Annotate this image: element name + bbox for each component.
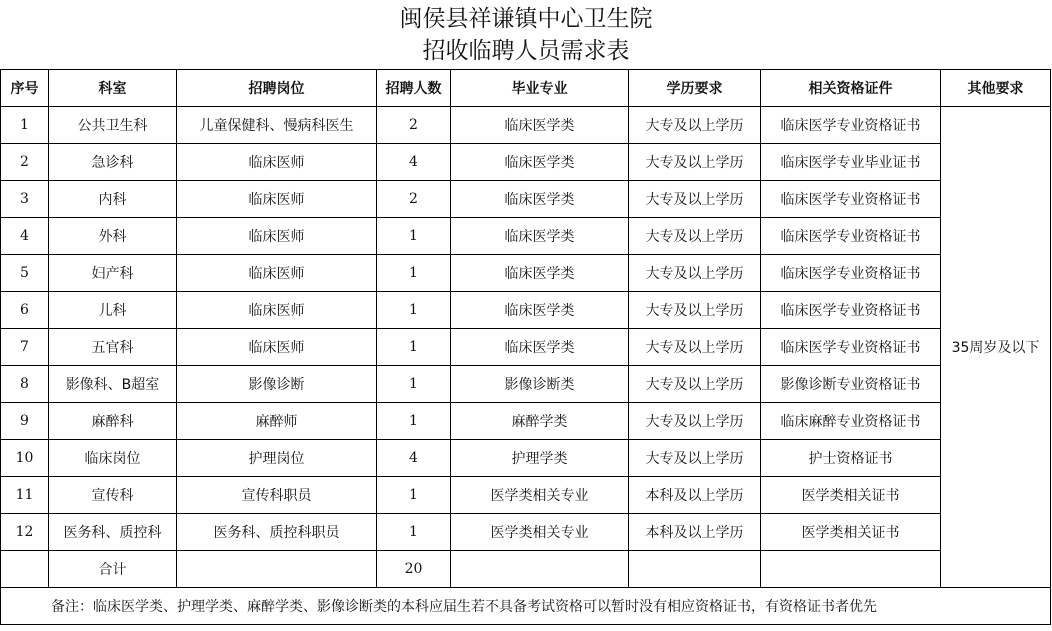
cell-major: 临床医学类 [451,329,629,366]
cell-major: 护理学类 [451,440,629,477]
cell-major: 临床医学类 [451,292,629,329]
cell-cert: 临床医学专业资格证书 [761,255,941,292]
cell-edu: 大专及以上学历 [629,107,761,144]
cell-no: 12 [1,514,49,551]
table-row [1,477,1051,514]
cell-cert: 医学类相关证书 [761,514,941,551]
cell-major: 临床医学类 [451,181,629,218]
cell-edu: 大专及以上学历 [629,255,761,292]
table-row [1,403,1051,440]
cell-major: 医学类相关专业 [451,477,629,514]
cell-cert: 临床医学专业资格证书 [761,292,941,329]
cell-cert: 影像诊断专业资格证书 [761,366,941,403]
cell-count: 2 [377,181,451,218]
table-row [1,218,1051,255]
cell-post: 儿童保健科、慢病科医生 [177,107,377,144]
cell-major: 临床医学类 [451,255,629,292]
cell-no: 8 [1,366,49,403]
cell-count: 1 [377,403,451,440]
cell-count: 1 [377,255,451,292]
cell-edu: 大专及以上学历 [629,440,761,477]
note-row [1,588,1051,625]
cell-no: 10 [1,440,49,477]
cell-post: 临床医师 [177,181,377,218]
cell-post: 医务科、质控科职员 [177,514,377,551]
cell-no: 3 [1,181,49,218]
cell-dept: 外科 [49,218,177,255]
cell-edu: 大专及以上学历 [629,218,761,255]
cell-post: 宣传科职员 [177,477,377,514]
cell-major: 临床医学类 [451,107,629,144]
title-line-2: 招收临聘人员需求表 [422,38,630,64]
cell-no: 7 [1,329,49,366]
cell-post: 临床医师 [177,292,377,329]
cell-dept: 医务科、质控科 [49,514,177,551]
cell-edu: 大专及以上学历 [629,292,761,329]
cell-dept: 宣传科 [49,477,177,514]
cell-dept: 影像科、B超室 [49,366,177,403]
cell-post: 临床医师 [177,255,377,292]
header-cell: 科室 [49,70,177,107]
cell-count: 2 [377,107,451,144]
cell-no: 2 [1,144,49,181]
cell-count: 1 [377,477,451,514]
header-cell: 招聘岗位 [177,70,377,107]
table-row [1,292,1051,329]
cell-no: 1 [1,107,49,144]
header-cell: 相关资格证件 [761,70,941,107]
cell-dept: 妇产科 [49,255,177,292]
cell-edu: 大专及以上学历 [629,329,761,366]
cell-cert: 临床医学专业毕业证书 [761,144,941,181]
cell-other-requirement: 35周岁及以下 [941,107,1051,588]
cell-edu: 本科及以上学历 [629,477,761,514]
cell-count: 4 [377,144,451,181]
cell-edu: 本科及以上学历 [629,514,761,551]
cell-post: 临床医师 [177,329,377,366]
cell-cert: 临床医学专业资格证书 [761,107,941,144]
cell-total-count: 20 [377,551,451,588]
cell-dept: 麻醉科 [49,403,177,440]
cell-total-label: 合计 [49,551,177,588]
cell-major: 临床医学类 [451,218,629,255]
cell-total-post [177,551,377,588]
cell-edu: 大专及以上学历 [629,403,761,440]
cell-no: 9 [1,403,49,440]
cell-post: 影像诊断 [177,366,377,403]
cell-edu: 大专及以上学历 [629,181,761,218]
header-cell: 毕业专业 [451,70,629,107]
cell-count: 1 [377,329,451,366]
document-title [0,0,1052,68]
cell-dept: 公共卫生科 [49,107,177,144]
title-line-1: 闽侯县祥谦镇中心卫生院 [399,6,653,32]
cell-cert: 护士资格证书 [761,440,941,477]
cell-no: 4 [1,218,49,255]
cell-edu: 大专及以上学历 [629,366,761,403]
cell-total-no [1,551,49,588]
cell-cert: 医学类相关证书 [761,477,941,514]
cell-no: 5 [1,255,49,292]
cell-total-cert [761,551,941,588]
cell-count: 1 [377,366,451,403]
cell-major: 临床医学类 [451,144,629,181]
cell-total-major [451,551,629,588]
cell-count: 1 [377,514,451,551]
table-row [1,329,1051,366]
cell-post: 护理岗位 [177,440,377,477]
cell-dept: 五官科 [49,329,177,366]
cell-cert: 临床麻醉专业资格证书 [761,403,941,440]
cell-major: 医学类相关专业 [451,514,629,551]
cell-major: 麻醉学类 [451,403,629,440]
cell-count: 1 [377,218,451,255]
cell-no: 11 [1,477,49,514]
cell-major: 影像诊断类 [451,366,629,403]
cell-dept: 内科 [49,181,177,218]
table-row [1,366,1051,403]
cell-dept: 临床岗位 [49,440,177,477]
table-row [1,181,1051,218]
cell-dept: 儿科 [49,292,177,329]
cell-post: 临床医师 [177,144,377,181]
table-row [1,440,1051,477]
header-cell: 其他要求 [941,70,1051,107]
table-row [1,255,1051,292]
table-row [1,514,1051,551]
total-row [1,551,1051,588]
header-cell: 招聘人数 [377,70,451,107]
table-row [1,107,1051,144]
cell-post: 麻醉师 [177,403,377,440]
cell-dept: 急诊科 [49,144,177,181]
header-cell: 学历要求 [629,70,761,107]
cell-count: 4 [377,440,451,477]
cell-cert: 临床医学专业资格证书 [761,181,941,218]
cell-cert: 临床医学专业资格证书 [761,218,941,255]
table-row [1,144,1051,181]
table-header-row [1,70,1051,107]
cell-total-edu [629,551,761,588]
header-cell: 序号 [1,70,49,107]
cell-edu: 大专及以上学历 [629,144,761,181]
recruitment-table [0,69,1051,625]
cell-no: 6 [1,292,49,329]
cell-count: 1 [377,292,451,329]
note-text: 备注：临床医学类、护理学类、麻醉学类、影像诊断类的本科应届生若不具备考试资格可以暂时没有相应资格证书，有资格证书者优先 [1,588,1051,625]
cell-cert: 临床医学专业资格证书 [761,329,941,366]
cell-post: 临床医师 [177,218,377,255]
